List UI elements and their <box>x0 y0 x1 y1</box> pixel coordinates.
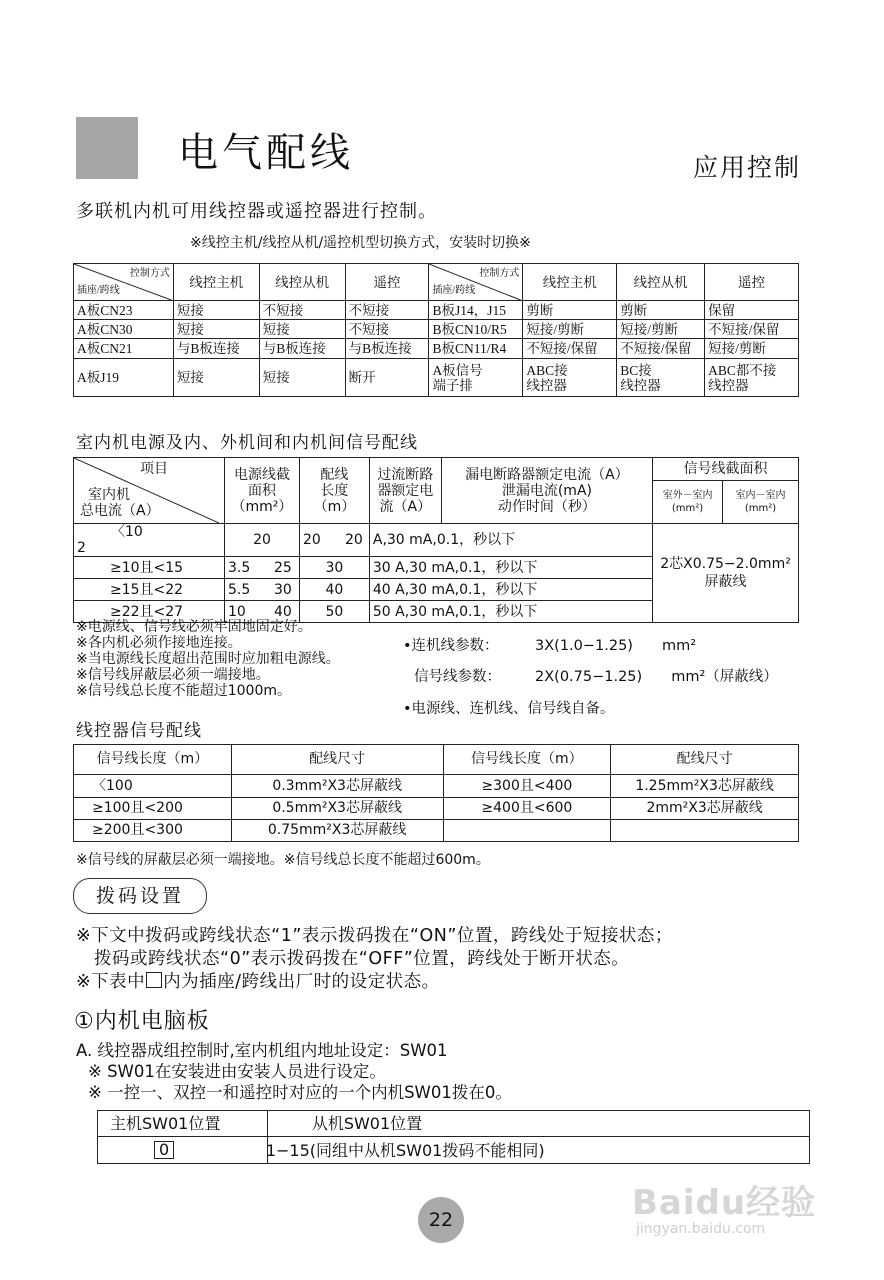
table-row: ≥22且<27 10 40 50 50 A,30 mA,0.1，秒以下 <box>74 601 799 623</box>
header-wire-slave-right: 线控从机 <box>617 264 705 301</box>
indoor-board-heading: ①内机电脑板 <box>74 1009 210 1034</box>
header-signal-in-in: 室内－室内 (mm²) <box>723 481 799 524</box>
table-row: A板CN23 短接 不短接 不短接 B板J14，J15 剪断 剪断 保留 <box>74 301 799 320</box>
table-row: 〈100 0.3mm²X3芯屏蔽线 ≥300且<400 1.25mm²X3芯屏蔽线 <box>74 775 799 798</box>
intro-text: 多联机内机可用线控器或遥控器进行控制。 <box>76 201 437 222</box>
box-icon <box>146 972 162 988</box>
switch-note: ※线控主机/线控从机/遥控机型切换方式，安装时切换※ <box>190 235 531 251</box>
power-notes: ※电源线、信号线必须牢固地固定好。 ※各内机必须作接地连接。 ※当电源线长度超出范围时应加粗电源线。 ※信号线屏蔽层必须一端接地。 ※信号线总长度不能超过1000m。 <box>76 619 340 699</box>
header-overcurrent: 过流断路 器额定电 流（A） <box>369 458 441 524</box>
watermark-url: jingyan.baidu.com <box>636 1221 766 1237</box>
table-row: 0 1−15(同组中从机SW01拨码不能相同) <box>98 1137 810 1164</box>
watermark-logo: Baidu经验 <box>632 1183 817 1223</box>
table-row: A板CN30 短接 短接 不短接 B板CN10/R5 短接/剪断 短接/剪断 不短接/保留 <box>74 320 799 339</box>
table-row: 〈102 20 20 20 A,30 mA,0.1，秒以下 2芯X0.75−2.0mm² 屏蔽线 <box>74 524 799 557</box>
table-row: ≥15且<22 5.5 30 40 40 A,30 mA,0.1，秒以下 <box>74 579 799 601</box>
sw01-master-value: 0 <box>154 1141 174 1159</box>
page-title: 电气配线 <box>178 130 354 176</box>
controller-note: ※信号线的屏蔽层必须一端接地。※信号线总长度不能超过600m。 <box>76 852 490 868</box>
self-prepared-note: •电源线、连机线、信号线自备。 <box>403 701 615 717</box>
page-subtitle: 应用控制 <box>693 153 802 182</box>
section-marker-block <box>76 117 138 179</box>
header-remote-right: 遥控 <box>705 264 799 301</box>
corner-cell-left: 控制方式 插座/跨线 <box>74 264 174 301</box>
sw01-instructions: A. 线控器成组控制时,室内机组内地址设定：SW01 ※ SW01在安装进由安装人员进行设定。 ※ 一控一、双控一和遥控时对应的一个内机SW01拨在0。 <box>76 1041 512 1102</box>
header-leakage: 漏电断路器额定电流（A） 泄漏电流(mA) 动作时间（秒） <box>441 458 652 524</box>
header-power-area: 电源线截 面积 （mm²） <box>225 458 300 524</box>
header-wire-master-right: 线控主机 <box>523 264 617 301</box>
power-section-title: 室内机电源及内、外机间和内机间信号配线 <box>76 433 418 453</box>
corner-cell-right: 控制方式 插座/跨线 <box>429 264 523 301</box>
connect-wire-param: •连机线参数： 3X(1.0−1.25) mm² <box>403 638 697 654</box>
sw01-table: 主机SW01位置 从机SW01位置 0 1−15(同组中从机SW01拨码不能相同) <box>97 1110 810 1164</box>
table-row: ≥200且<300 0.75mm²X3芯屏蔽线 <box>74 820 799 842</box>
power-corner-cell: 项目 室内机 总电流（A） <box>74 458 225 524</box>
controller-section-title: 线控器信号配线 <box>76 721 202 741</box>
dip-setting-badge: 拨码设置 <box>73 878 207 914</box>
dip-explanation: ※下文中拨码或跨线状态“1”表示拨码拨在“ON”位置，跨线处于短接状态； 拨码或跨线状态“0”表示拨码拨在“OFF”位置，跨线处于断开状态。 ※下表中 内为插座/跨线出厂时的设定状态。 <box>76 926 673 992</box>
header-signal-area: 信号线截面积 <box>653 458 799 481</box>
page-number: 22 <box>418 1197 464 1243</box>
control-table <box>73 263 799 397</box>
power-table <box>73 457 799 623</box>
table-row: ≥10且<15 3.5 25 30 30 A,30 mA,0.1，秒以下 <box>74 557 799 579</box>
signal-value-cell: 2芯X0.75−2.0mm² 屏蔽线 <box>653 524 799 623</box>
table-row: A板CN21 与B板连接 与B板连接 与B板连接 B板CN11/R4 不短接/保留 不短接/保留 短接/剪断 <box>74 339 799 359</box>
header-signal-out-in: 室外－室内 (mm²) <box>653 481 723 524</box>
controller-table: 信号线长度（m） 配线尺寸 信号线长度（m） 配线尺寸 〈100 0.3mm²X3芯屏蔽线 ≥300且<400 1.25mm²X3芯屏蔽线 ≥100且<200 0.5mm²X3芯屏蔽线 ≥400且<600 2mm²X3芯屏蔽线 ≥200且<300 0.75mm²X3芯屏蔽线 <box>73 744 799 842</box>
table-row: ≥100且<200 0.5mm²X3芯屏蔽线 ≥400且<600 2mm²X3芯屏蔽线 <box>74 798 799 820</box>
header-remote: 遥控 <box>345 264 429 301</box>
header-length: 配线 长度 （m） <box>299 458 369 524</box>
table-row: A板J19 短接 短接 断开 A板信号 端子排 ABC接 线控器 BC接 线控器 ABC都不接 线控器 <box>74 359 799 397</box>
header-wire-master: 线控主机 <box>173 264 259 301</box>
header-wire-slave: 线控从机 <box>259 264 345 301</box>
signal-wire-param: 信号线参数： 2X(0.75−1.25) mm²（屏蔽线） <box>414 669 778 685</box>
